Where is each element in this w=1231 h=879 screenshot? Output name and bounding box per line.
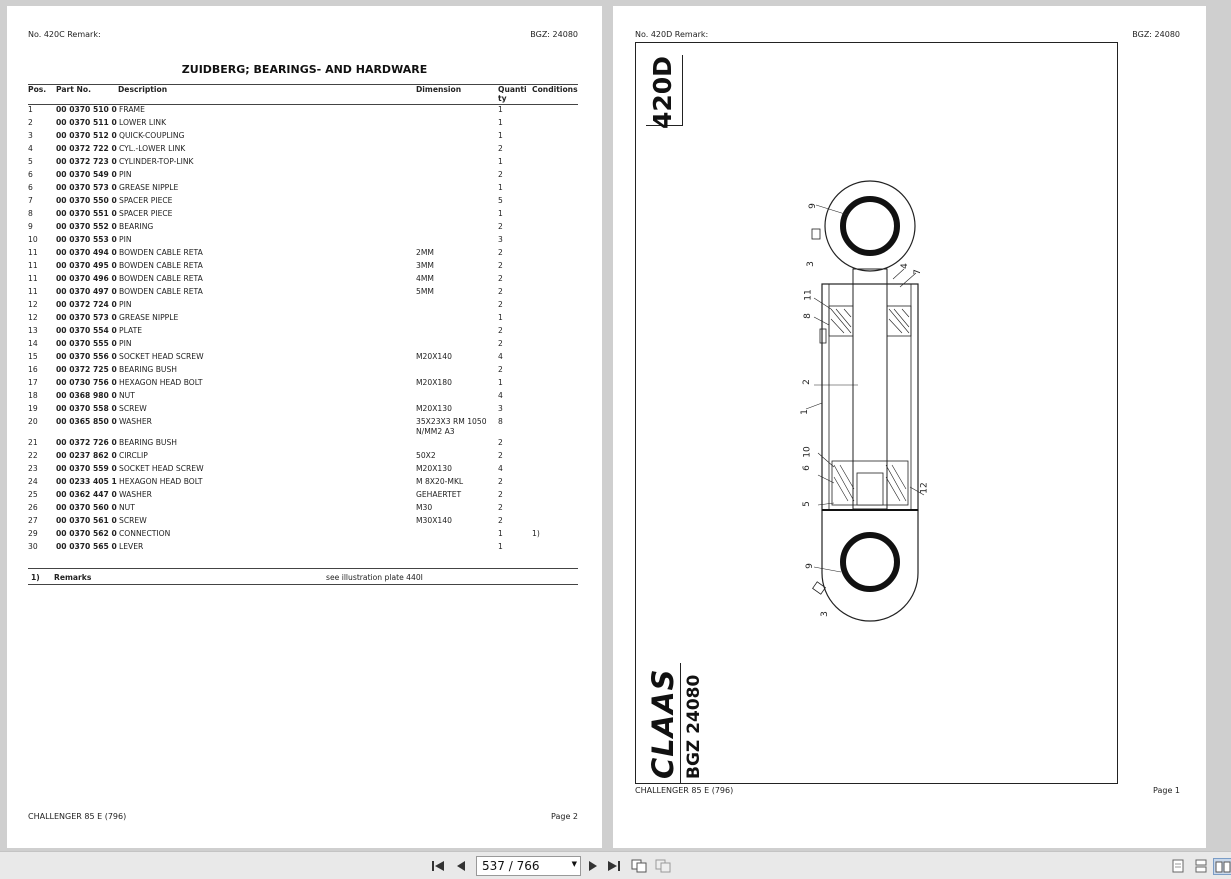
table-row [28,287,578,300]
row-quantity: 1 [498,209,503,218]
row-dimension: 3MM [416,261,434,270]
row-pos: 18 [28,391,38,400]
illustration-frame [635,42,1118,784]
row-dimension: M30X140 [416,516,452,525]
row-description: SCREW [119,404,147,413]
row-pos: 20 [28,417,38,426]
callout-6: 6 [801,465,812,471]
left-footer-model: CHALLENGER 85 E (796) [28,812,127,821]
row-quantity: 2 [498,516,503,525]
row-quantity: 2 [498,144,503,153]
row-dimension [416,542,498,555]
row-condition [532,490,578,503]
col-conditions: Conditions [532,85,578,105]
row-part-no: 00 0372 722 0 [56,144,117,153]
right-header-bgz: BGZ: 24080 [1132,30,1180,39]
row-pos: 4 [28,144,33,153]
table-row [28,183,578,196]
row-dimension: GEHAERTET [416,490,462,499]
page-number-select[interactable] [476,856,581,876]
row-pos: 26 [28,503,38,512]
row-condition [532,352,578,365]
row-condition [532,196,578,209]
row-dimension [416,326,498,339]
table-row [28,438,578,451]
row-part-no: 00 0730 756 0 [56,378,117,387]
row-pos: 21 [28,438,38,447]
callout-3-bottom: 3 [819,611,830,617]
row-part-no: 00 0370 551 0 [56,209,117,218]
row-description: PIN [119,300,132,309]
right-footer-page: Page 1 [1153,786,1180,795]
row-condition [532,209,578,222]
row-dimension [416,529,498,542]
remarks-bar [28,568,578,585]
table-row [28,131,578,144]
col-dimension: Dimension [416,85,498,105]
row-condition [532,404,578,417]
plate-code: 420D [648,56,677,129]
row-description: HEXAGON HEAD BOLT [119,477,203,486]
row-description: BOWDEN CABLE RETA [119,287,203,296]
row-pos: 15 [28,352,38,361]
row-part-no: 00 0370 512 0 [56,131,117,140]
row-quantity: 2 [498,438,503,447]
row-condition [532,157,578,170]
row-condition: 1) [532,529,540,538]
row-part-no: 00 0370 561 0 [56,516,117,525]
row-condition [532,105,578,119]
table-row [28,365,578,378]
row-part-no: 00 0370 558 0 [56,404,117,413]
table-row [28,248,578,261]
row-pos: 25 [28,490,38,499]
remarks-title: Remarks [54,573,92,582]
row-quantity: 3 [498,235,503,244]
row-description: PIN [119,235,132,244]
row-condition [532,451,578,464]
row-quantity: 1 [498,529,503,538]
row-part-no: 00 0370 552 0 [56,222,117,231]
row-description: FRAME [119,105,145,114]
paste-page-icon[interactable] [654,858,672,873]
row-description: GREASE NIPPLE [119,183,179,192]
table-row [28,222,578,235]
row-quantity: 8 [498,417,503,426]
row-condition [532,365,578,378]
col-part-no: Part No. [56,85,118,105]
row-quantity: 2 [498,503,503,512]
row-dimension [416,131,498,144]
row-condition [532,313,578,326]
callout-12: 12 [919,482,930,494]
next-page-icon[interactable] [586,858,600,873]
row-dimension: M20X130 [416,404,452,413]
row-dimension [416,105,498,119]
page-title: ZUIDBERG; BEARINGS- AND HARDWARE [181,63,428,76]
table-row [28,391,578,404]
row-description: SCREW [119,516,147,525]
right-footer-model: CHALLENGER 85 E (796) [635,786,734,795]
row-part-no: 00 0370 560 0 [56,503,117,512]
callout-9-top: 9 [807,203,818,209]
row-pos: 11 [28,287,38,296]
table-row [28,235,578,248]
row-dimension [416,196,498,209]
row-condition [532,542,578,555]
chevron-down-icon: ▼ [571,860,577,868]
row-quantity: 2 [498,339,503,348]
row-description: BOWDEN CABLE RETA [119,248,203,257]
remarks-label: 1) [31,573,40,582]
row-condition [532,503,578,516]
row-pos: 6 [28,170,33,179]
copy-page-icon[interactable] [630,858,648,873]
row-part-no: 00 0370 556 0 [56,352,117,361]
row-pos: 14 [28,339,38,348]
row-pos: 7 [28,196,33,205]
top-bearing-ring [843,199,897,253]
page-indicator: 537 / 766 [482,859,540,873]
bottom-bearing-ring [843,535,897,589]
row-pos: 17 [28,378,38,387]
callout-11: 11 [803,289,814,301]
row-description: CYLINDER-TOP-LINK [119,157,194,166]
row-description: WASHER [119,490,152,499]
row-dimension [416,209,498,222]
row-quantity: 2 [498,477,503,486]
row-dimension [416,170,498,183]
row-quantity: 1 [498,378,503,387]
row-description: BEARING [119,222,154,231]
row-part-no: 00 0372 724 0 [56,300,117,309]
left-footer-page: Page 2 [551,812,578,821]
row-condition [532,170,578,183]
callout-8: 8 [802,313,813,319]
row-dimension [416,339,498,352]
callout-2: 2 [801,379,812,385]
row-quantity: 4 [498,391,503,400]
table-row [28,490,578,503]
row-quantity: 2 [498,261,503,270]
row-condition [532,248,578,261]
row-dimension [416,313,498,326]
single-page-view-icon[interactable] [1170,858,1186,873]
row-pos: 13 [28,326,38,335]
row-part-no: 00 0372 726 0 [56,438,117,447]
row-quantity: 3 [498,404,503,413]
parts-table-header [28,85,578,105]
table-row [28,352,578,365]
row-pos: 6 [28,183,33,192]
row-quantity: 2 [498,222,503,231]
row-description: LEVER [119,542,144,551]
row-quantity: 2 [498,248,503,257]
row-description: SPACER PIECE [119,196,173,205]
row-dimension [416,183,498,196]
row-description: CIRCLIP [119,451,148,460]
row-part-no: 00 0370 562 0 [56,529,117,538]
row-condition [532,274,578,287]
cylinder-drawing [636,43,1117,783]
row-quantity: 2 [498,326,503,335]
row-condition [532,464,578,477]
callout-3-top: 3 [805,261,816,267]
callout-4: 4 [899,263,910,269]
row-description: QUICK-COUPLING [119,131,185,140]
row-description: BEARING BUSH [119,438,177,447]
right-page [613,6,1206,848]
table-row [28,326,578,339]
row-description: PIN [119,170,132,179]
row-quantity: 1 [498,131,503,140]
row-dimension: 2MM [416,248,434,257]
row-pos: 22 [28,451,38,460]
row-dimension [416,157,498,170]
row-condition [532,235,578,248]
row-part-no: 00 0370 510 0 [56,105,117,114]
row-pos: 19 [28,404,38,413]
row-description: LOWER LINK [119,118,167,127]
row-part-no: 00 0370 565 0 [56,542,117,551]
row-description: HEXAGON HEAD BOLT [119,378,203,387]
left-header-label: No. 420C Remark: [28,30,101,39]
row-quantity: 2 [498,490,503,499]
row-description: PLATE [119,326,143,335]
row-pos: 10 [28,235,38,244]
remarks-text: see illustration plate 440I [326,573,423,582]
row-quantity: 1 [498,157,503,166]
row-description: CYL.-LOWER LINK [119,144,186,153]
row-quantity: 1 [498,313,503,322]
claas-logo: CLAAS [646,668,680,779]
row-dimension: 50X2 [416,451,436,460]
row-part-no: 00 0237 862 0 [56,451,117,460]
table-row [28,196,578,209]
row-part-no: 00 0370 555 0 [56,339,117,348]
two-page-view-icon[interactable] [1213,858,1231,875]
row-dimension: 4MM [416,274,434,283]
row-pos: 11 [28,261,38,270]
bottom-eye-outer [819,510,918,621]
row-pos: 11 [28,274,38,283]
row-description: BOWDEN CABLE RETA [119,261,203,270]
col-quantity: Quanti ty [498,85,532,105]
row-part-no: 00 0370 573 0 [56,183,117,192]
row-condition [532,438,578,451]
row-dimension: M30 [416,503,433,512]
callout-7: 7 [912,269,923,275]
col-description: Description [118,85,416,105]
row-part-no: 00 0368 980 0 [56,391,117,400]
table-row [28,378,578,391]
row-quantity: 1 [498,183,503,192]
row-quantity: 1 [498,542,503,551]
row-dimension: M20X180 [416,378,452,387]
table-row [28,404,578,417]
row-condition [532,326,578,339]
row-part-no: 00 0370 511 0 [56,118,117,127]
row-condition [532,391,578,404]
table-row [28,144,578,157]
row-quantity: 2 [498,451,503,460]
row-condition [532,378,578,391]
row-condition [532,516,578,529]
row-dimension [416,300,498,313]
callout-10: 10 [802,446,813,458]
bgz-label: BGZ 24080 [684,674,704,779]
row-description: SOCKET HEAD SCREW [119,464,204,473]
table-row [28,464,578,477]
table-row [28,529,578,542]
row-part-no: 00 0370 494 0 [56,248,117,257]
row-part-no: 00 0370 553 0 [56,235,117,244]
callout-5: 5 [801,501,812,507]
row-description: SPACER PIECE [119,209,173,218]
row-part-no: 00 0370 573 0 [56,313,117,322]
row-part-no: 00 0372 725 0 [56,365,117,374]
last-page-icon[interactable] [606,858,622,873]
top-eye-outer [825,181,915,271]
callout-1: 1 [799,409,810,415]
prev-page-icon[interactable] [454,858,468,873]
row-description: NUT [119,503,135,512]
row-condition [532,300,578,313]
row-description: NUT [119,391,135,400]
row-dimension: 5MM [416,287,434,296]
row-quantity: 4 [498,352,503,361]
first-page-icon[interactable] [430,858,446,873]
row-dimension: M20X130 [416,464,452,473]
row-condition [532,477,578,490]
viewer-toolbar [0,851,1231,879]
table-row [28,105,578,119]
row-description: WASHER [119,417,152,426]
table-row [28,451,578,464]
row-part-no: 00 0370 497 0 [56,287,117,296]
row-part-no: 00 0370 550 0 [56,196,117,205]
table-row [28,542,578,555]
row-pos: 29 [28,529,38,538]
row-condition [532,222,578,235]
row-pos: 1 [28,105,33,114]
row-dimension [416,118,498,131]
row-pos: 2 [28,118,33,127]
row-quantity: 2 [498,300,503,309]
row-description: PIN [119,339,132,348]
table-row [28,157,578,170]
row-dimension: M20X140 [416,352,452,361]
row-dimension [416,391,498,404]
table-row [28,417,578,438]
table-row [28,170,578,183]
parts-table [28,84,578,555]
left-header-bgz: BGZ: 24080 [530,30,578,39]
table-row [28,274,578,287]
table-row [28,339,578,352]
row-pos: 8 [28,209,33,218]
row-condition [532,183,578,196]
row-part-no: 00 0233 405 1 [56,477,117,486]
row-dimension [416,222,498,235]
row-description: BOWDEN CABLE RETA [119,274,203,283]
row-description: SOCKET HEAD SCREW [119,352,204,361]
table-row [28,503,578,516]
row-condition [532,417,578,438]
row-description: BEARING BUSH [119,365,177,374]
row-part-no: 00 0365 850 0 [56,417,117,426]
row-condition [532,144,578,157]
row-pos: 16 [28,365,38,374]
row-pos: 24 [28,477,38,486]
row-pos: 3 [28,131,33,140]
row-description: CONNECTION [119,529,171,538]
row-part-no: 00 0362 447 0 [56,490,117,499]
table-row [28,516,578,529]
row-condition [532,339,578,352]
table-row [28,261,578,274]
col-pos: Pos. [28,85,56,105]
row-pos: 23 [28,464,38,473]
row-condition [532,261,578,274]
row-pos: 5 [28,157,33,166]
row-pos: 12 [28,313,38,322]
row-part-no: 00 0372 723 0 [56,157,117,166]
row-pos: 11 [28,248,38,257]
row-dimension [416,235,498,248]
row-condition [532,287,578,300]
table-row [28,477,578,490]
row-quantity: 2 [498,274,503,283]
row-condition [532,131,578,144]
row-quantity: 5 [498,196,503,205]
row-quantity: 4 [498,464,503,473]
callout-9-bottom: 9 [804,563,815,569]
row-pos: 9 [28,222,33,231]
row-pos: 27 [28,516,38,525]
row-quantity: 1 [498,105,503,114]
right-header-label: No. 420D Remark: [635,30,709,39]
left-page [7,6,602,848]
table-row [28,209,578,222]
row-description: GREASE NIPPLE [119,313,179,322]
row-pos: 12 [28,300,38,309]
table-row [28,300,578,313]
row-dimension [416,438,498,451]
row-pos: 30 [28,542,38,551]
row-part-no: 00 0370 549 0 [56,170,117,179]
row-dimension: M 8X20-MKL [416,477,464,486]
row-quantity: 2 [498,365,503,374]
continuous-view-icon[interactable] [1193,858,1209,873]
row-quantity: 2 [498,287,503,296]
table-row [28,313,578,326]
row-part-no: 00 0370 496 0 [56,274,117,283]
row-dimension [416,144,498,157]
table-row [28,118,578,131]
row-part-no: 00 0370 554 0 [56,326,117,335]
row-part-no: 00 0370 495 0 [56,261,117,270]
row-quantity: 1 [498,118,503,127]
row-dimension [416,365,498,378]
row-quantity: 2 [498,170,503,179]
row-part-no: 00 0370 559 0 [56,464,117,473]
row-dimension: 35X23X3 RM 1050 N/MM2 A3 [416,417,487,436]
row-condition [532,118,578,131]
